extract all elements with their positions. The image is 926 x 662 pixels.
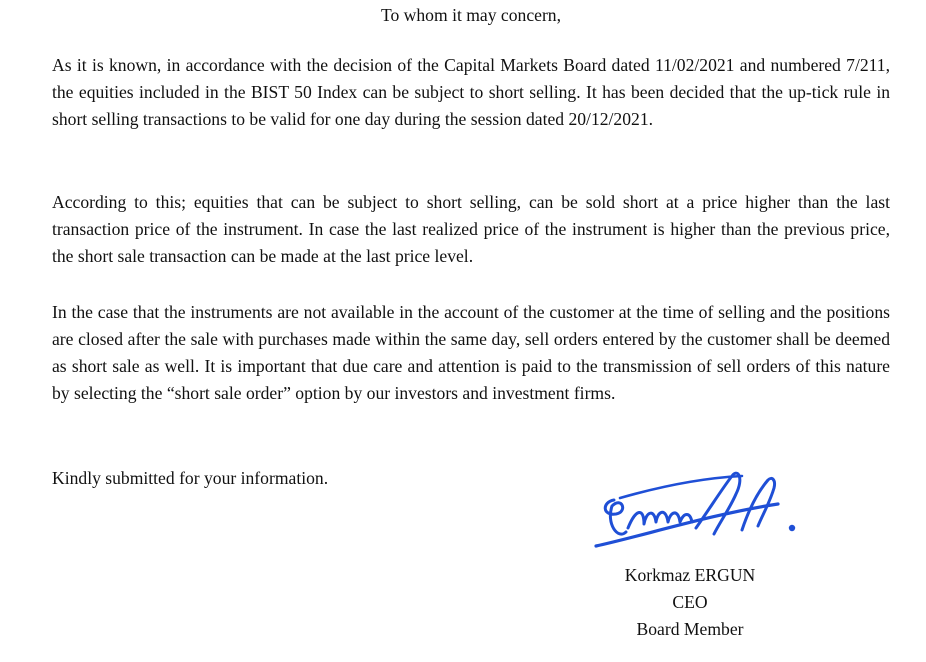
handwritten-signature [592,468,810,576]
paragraph-sell-orders-deemed-short-sale: In the case that the instruments are not available in the account of the customer at the time of selling and the positions are closed after the sale with purchases made within the same day, sell orders entered by the customer shall be deemed as short sale as well. It is important that due care and attention is paid to the transmission of sell orders of this nature by selecting the “short sale order” option by our investors and investment firms. [52,302,890,403]
salutation: To whom it may concern, [380,5,562,25]
signer-title: CEO [672,592,708,612]
paragraph-short-selling-decision: As it is known, in accordance with the decision of the Capital Markets Board dated 11/02/2021 and numbered 7/211, the equities included in the BIST 50 Index can be subject to short selling. It has been decided that the up-tick rule in short selling transactions to be valid for one day during the session dated 20/12/2021. [52,55,890,129]
signer-role: Board Member [636,619,744,639]
paragraph-uptick-rule-pricing: According to this; equities that can be subject to short selling, can be sold short at a price higher than the last transaction price of the instrument. In case the last realized price of the instrument is higher than the previous price, the short sale transaction can be made at the last price level. [52,192,890,266]
signer-name: Korkmaz ERGUN [624,565,756,585]
closing-remark: Kindly submitted for your information. [52,468,329,488]
